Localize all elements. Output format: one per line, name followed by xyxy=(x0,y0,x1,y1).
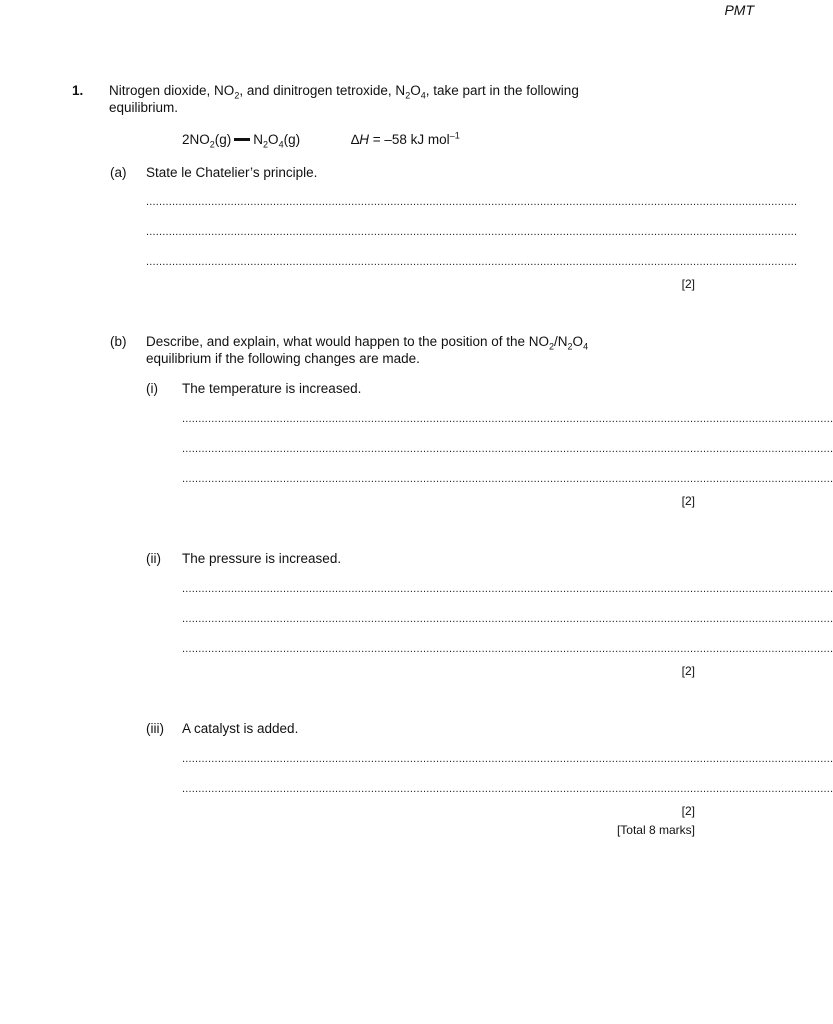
total-marks: [Total 8 marks] xyxy=(616,823,695,837)
equilibrium-equation xyxy=(182,131,300,148)
equation-text: (g) xyxy=(214,132,232,147)
question-stem-line-2: equilibrium. xyxy=(109,100,179,115)
stem-text: , and dinitrogen tetroxide, N xyxy=(239,83,406,98)
equation-text: O xyxy=(268,132,279,147)
answer-line[interactable]: ........................................................................................................................................................................................................ xyxy=(182,473,833,485)
subscript: 2 xyxy=(549,341,555,352)
subscript: 2 xyxy=(234,90,240,101)
sub-i-mark: [2] xyxy=(681,494,695,508)
enthalpy-change xyxy=(351,131,460,148)
enthalpy-variable: H xyxy=(359,132,370,147)
stem-text: O xyxy=(410,83,421,98)
sub-i-text: The temperature is increased. xyxy=(182,381,362,396)
subscript: 2 xyxy=(263,139,269,150)
answer-line[interactable]: ........................................................................................................................................................................................................ xyxy=(146,226,798,238)
sub-ii-label: (ii) xyxy=(146,551,161,566)
superscript: –1 xyxy=(449,130,460,141)
equilibrium-arrow-icon xyxy=(234,138,250,141)
part-a-mark: [2] xyxy=(681,277,695,291)
sub-i-label: (i) xyxy=(146,381,158,396)
stem-text: Nitrogen dioxide, NO xyxy=(109,83,235,98)
part-b-text-line-2: equilibrium if the following changes are made. xyxy=(146,351,420,366)
answer-line[interactable]: ........................................................................................................................................................................................................ xyxy=(182,443,833,455)
part-a-text: State le Chatelier’s principle. xyxy=(146,165,318,180)
enthalpy-value: = –58 kJ mol xyxy=(369,132,450,147)
sub-iii-mark: [2] xyxy=(681,804,695,818)
sub-iii-text: A catalyst is added. xyxy=(182,721,299,736)
stem-text: , take part in the following xyxy=(425,83,579,98)
part-b-label: (b) xyxy=(110,334,127,349)
sub-iii-label: (iii) xyxy=(146,721,164,736)
question-stem-line-1 xyxy=(109,82,579,99)
subscript: 4 xyxy=(278,139,284,150)
sub-ii-mark: [2] xyxy=(681,664,695,678)
part-b-text: /N xyxy=(554,334,568,349)
answer-line[interactable]: ........................................................................................................................................................................................................ xyxy=(146,196,798,208)
answer-line[interactable]: ........................................................................................................................................................................................................ xyxy=(182,613,833,625)
question-number: 1. xyxy=(72,83,84,98)
part-b-text: O xyxy=(572,334,584,349)
answer-line[interactable]: ........................................................................................................................................................................................................ xyxy=(146,256,798,268)
part-a-label: (a) xyxy=(110,165,127,180)
subscript: 2 xyxy=(209,139,215,150)
subscript: 2 xyxy=(567,341,573,352)
delta-symbol: ∆ xyxy=(351,132,360,147)
part-b-text: Describe, and explain, what would happen to the position of the NO xyxy=(146,334,550,349)
answer-line[interactable]: ........................................................................................................................................................................................................ xyxy=(182,413,833,425)
answer-line[interactable]: ........................................................................................................................................................................................................ xyxy=(182,583,833,595)
subscript: 4 xyxy=(583,341,589,352)
answer-line[interactable]: ........................................................................................................................................................................................................ xyxy=(182,753,833,765)
equation-text: (g) xyxy=(283,132,301,147)
page-header-label: PMT xyxy=(724,2,754,18)
equation-text: N xyxy=(253,132,264,147)
part-b-text-line-1 xyxy=(146,333,588,350)
answer-line[interactable]: ........................................................................................................................................................................................................ xyxy=(182,783,833,795)
subscript: 2 xyxy=(405,90,411,101)
sub-ii-text: The pressure is increased. xyxy=(182,551,342,566)
subscript: 4 xyxy=(420,90,426,101)
equation-text: 2NO xyxy=(182,132,210,147)
answer-line[interactable]: ........................................................................................................................................................................................................ xyxy=(182,643,833,655)
